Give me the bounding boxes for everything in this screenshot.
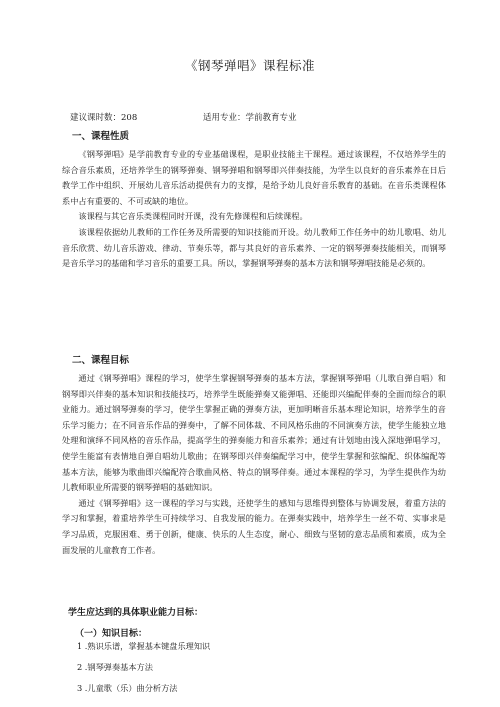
ability-goals-heading: 学生应达到的具体职业能力目标： xyxy=(68,608,204,618)
paragraph: 《钢琴弹唱》是学前教育专业的专业基础课程，是职业技能主干课程。通过该课程，不仅培养学生的综合音乐素质，还培养学生的钢琴弹奏、钢琴弹唱和钢琴即兴伴奏技能，为学生以良好的音乐素养在日后教学工作中组织、开展幼儿音乐活动提供有力的支撑，是给予幼儿良好音乐教育的基础。在音乐类课程体系中占有重要的、不可或缺的地位。 xyxy=(62,149,446,206)
paragraph: 通过《钢琴弹唱》这一课程的学习与实践，还使学生的感知与思维得到整体与协调发展，着重方法的学习和掌握，着重培养学生可持续学习、自我发展的能力。在弹奏实践中，培养学生一丝不苟、实事求是学习品质，克服困难、勇于创新，健康、快乐的人生态度，耐心、细致与坚韧的意志品质和素质，成为全面发展的儿童教育工作者。 xyxy=(62,497,446,555)
suggested-hours: 建议课时数：208 xyxy=(70,113,138,123)
list-item: 3 .儿童歌（乐）曲分析方法 xyxy=(77,683,178,693)
section-heading-course-objectives: 二、课程目标 xyxy=(72,355,130,366)
section-body-course-nature xyxy=(62,147,446,272)
paragraph: 该课程依据幼儿教师的工作任务及所需要的知识技能而开设。幼儿教师工作任务中的幼儿歌唱、幼儿音乐欣赏、幼儿音乐游戏、律动、节奏乐等，都与其良好的音乐素养、一定的钢琴弹奏技能相关，而钢琴是音乐学习的基础和学习音乐的重要工具。所以，掌握钢琴弹奏的基本方法和钢琴弹唱技能是必须的。 xyxy=(62,226,446,269)
paragraph: 通过《钢琴弹唱》课程的学习，使学生掌握钢琴弹奏的基本方法，掌握钢琴弹唱（儿歌自弹自唱）和钢琴即兴伴奏的基本知识和技能技巧，培养学生既能弹奏又能弹唱、还能即兴编配伴奏的全面而综合的职业能力。通过钢琴弹奏的学习，使学生掌握正确的弹奏方法，更加明晰音乐基本理论知识，培养学生的音乐学习能力；在不同音乐作品的弹奏中，了解不同体裁、不同风格乐曲的不同演奏方法，使学生能独立地处理和演绎不同风格的音乐作品，提高学生的弹奏能力和音乐素养；通过有计划地由浅入深地弹唱学习，使学生能富有表情地自弹自唱幼儿歌曲；在钢琴即兴伴奏编配学习中，使学生掌握和弦编配、织体编配等基本方法，能够为歌曲即兴编配符合歌曲风格、特点的钢琴伴奏。通过本课程的学习，为学生提供作为幼儿教师职业所需要的钢琴弹唱的基础知识。 xyxy=(62,373,446,493)
section-heading-course-nature: 一、课程性质 xyxy=(72,131,130,142)
list-item: 2 .钢琴弹奏基本方法 xyxy=(77,662,153,672)
paragraph: 该课程与其它音乐类课程同时开课，没有先修课程和后续课程。 xyxy=(78,211,308,222)
section-body-course-objectives xyxy=(62,371,446,558)
knowledge-goals-heading: （一）知识目标： xyxy=(75,629,148,639)
applicable-major: 适用专业：学前教育专业 xyxy=(203,113,297,123)
list-item: 1 .熟识乐谱，掌握基本键盘乐理知识 xyxy=(77,641,211,651)
document-title: 《钢琴弹唱》课程标准 xyxy=(184,58,315,73)
